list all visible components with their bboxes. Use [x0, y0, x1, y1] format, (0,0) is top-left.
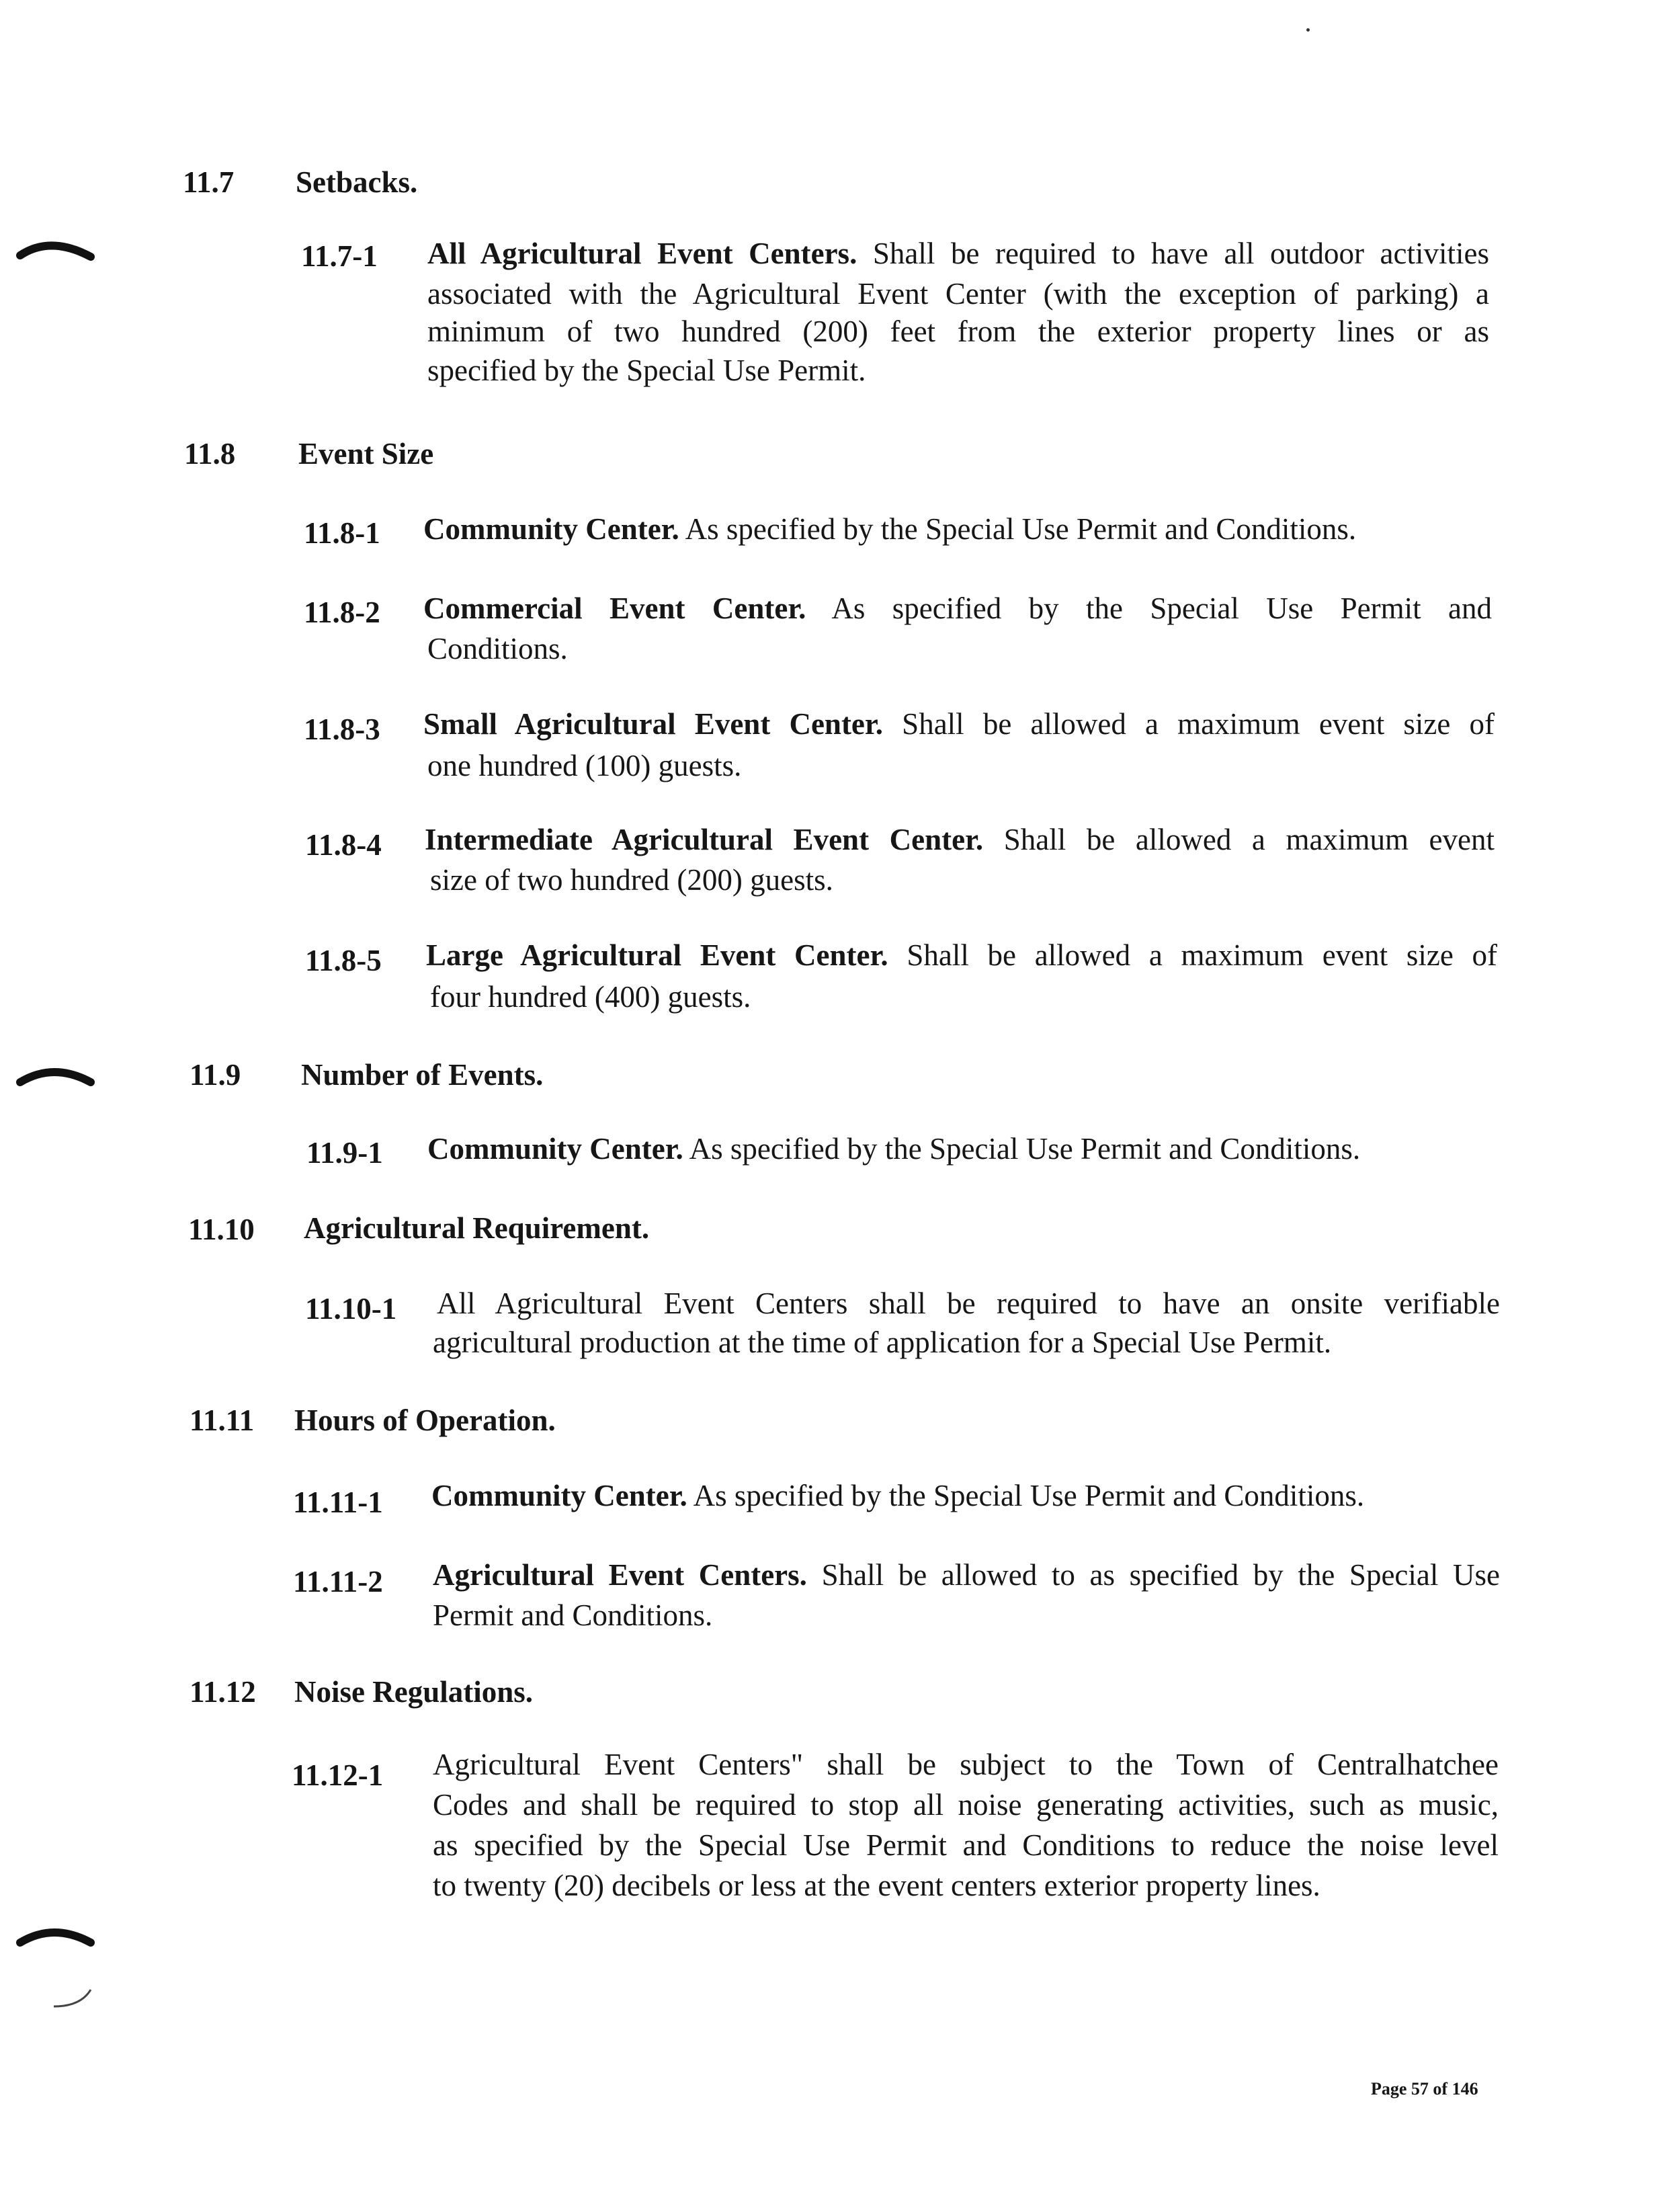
section-number: 11.12 — [190, 1675, 256, 1709]
subsection-number: 11.8-1 — [304, 516, 380, 550]
subsection-text — [425, 823, 1495, 856]
subsection-heading: Small Agricultural Event Center. — [423, 707, 884, 741]
text-line: agricultural production at the time of application for a Special Use Permit. — [433, 1326, 1332, 1359]
subsection-text — [433, 1558, 1500, 1592]
text-line: Shall be allowed a maximum event size of — [907, 938, 1498, 972]
subsection-number: 11.9-1 — [306, 1136, 383, 1170]
subsection-text — [431, 1479, 1364, 1512]
section-number: 11.7 — [183, 165, 235, 199]
subsection-heading: Intermediate Agricultural Event Center. — [425, 823, 984, 856]
text-line: Shall be allowed a maximum event — [1003, 823, 1495, 856]
subsection-number: 11.11-1 — [293, 1486, 383, 1519]
binder-hole-mark — [13, 1045, 101, 1119]
section-title: Noise Regulations. — [294, 1675, 534, 1709]
subsection-heading: Community Center. — [427, 1132, 683, 1166]
text-line: Agricultural Event Centers" shall be subject to the Town of Centralhatchee — [433, 1748, 1499, 1781]
subsection-text — [426, 938, 1497, 972]
subsection-text — [427, 1132, 1360, 1166]
subsection-number: 11.8-2 — [304, 596, 380, 629]
section-title: Hours of Operation. — [294, 1404, 556, 1437]
subsection-number: 11.7-1 — [301, 239, 378, 273]
subsection-text — [423, 512, 1356, 546]
text-line: associated with the Agricultural Event Center (with the exception of parking) a — [427, 277, 1489, 311]
section-title: Event Size — [298, 437, 434, 471]
subsection-number: 11.12-1 — [292, 1758, 384, 1792]
text-line: Shall be allowed a maximum event size of — [902, 707, 1495, 741]
section-number: 11.11 — [190, 1404, 255, 1437]
subsection-heading: Agricultural Event Centers. — [433, 1558, 807, 1592]
text-line: specified by the Special Use Permit. — [427, 354, 866, 387]
subsection-heading: Community Center. — [431, 1479, 687, 1512]
section-title: Setbacks. — [296, 165, 418, 199]
subsection-number: 11.8-3 — [304, 713, 380, 746]
text-line: As specified by the Special Use Permit and Conditions. — [685, 512, 1357, 546]
subsection-number: 11.11-2 — [293, 1565, 383, 1598]
page-number: Page 57 of 146 — [1371, 2079, 1478, 2099]
text-line: Permit and Conditions. — [433, 1598, 713, 1632]
section-title: Agricultural Requirement. — [304, 1211, 650, 1245]
subsection-text — [423, 592, 1492, 625]
scan-dot — [1306, 28, 1310, 32]
text-line: minimum of two hundred (200) feet from the exterior property lines or as — [427, 315, 1489, 348]
subsection-number: 11.8-5 — [305, 944, 382, 977]
subsection-heading: Large Agricultural Event Center. — [426, 938, 888, 972]
subsection-text — [427, 237, 1489, 270]
subsection-text — [423, 707, 1495, 741]
text-line: As specified by the Special Use Permit and — [831, 592, 1492, 625]
subsection-heading: Commercial Event Center. — [423, 592, 806, 625]
text-line: one hundred (100) guests. — [427, 749, 742, 782]
subsection-number: 11.10-1 — [305, 1292, 397, 1326]
text-line: to twenty (20) decibels or less at the event centers exterior property lines. — [433, 1869, 1320, 1902]
text-line: four hundred (400) guests. — [430, 980, 751, 1014]
section-number: 11.8 — [184, 437, 236, 471]
section-number: 11.10 — [188, 1213, 255, 1246]
text-line: As specified by the Special Use Permit and Conditions. — [689, 1132, 1361, 1166]
subsection-heading: All Agricultural Event Centers. — [427, 237, 857, 270]
text-line: As specified by the Special Use Permit and Conditions. — [693, 1479, 1365, 1512]
section-number: 11.9 — [190, 1058, 241, 1092]
text-line: Shall be allowed to as specified by the Special Use — [821, 1558, 1501, 1592]
text-line: size of two hundred (200) guests. — [430, 863, 833, 897]
section-title: Number of Events. — [301, 1058, 544, 1092]
subsection-number: 11.8-4 — [305, 828, 382, 862]
binder-hole-mark — [13, 1906, 101, 2020]
subsection-heading: Community Center. — [423, 512, 679, 546]
text-line: as specified by the Special Use Permit and Conditions to reduce the noise level — [433, 1828, 1499, 1862]
text-line: Conditions. — [427, 632, 568, 665]
text-line: All Agricultural Event Centers shall be required to have an onsite verifiable — [437, 1287, 1500, 1320]
binder-hole-mark — [13, 222, 101, 296]
text-line: Codes and shall be required to stop all noise generating activities, such as music, — [433, 1788, 1499, 1822]
text-line: Shall be required to have all outdoor activities — [872, 237, 1489, 270]
